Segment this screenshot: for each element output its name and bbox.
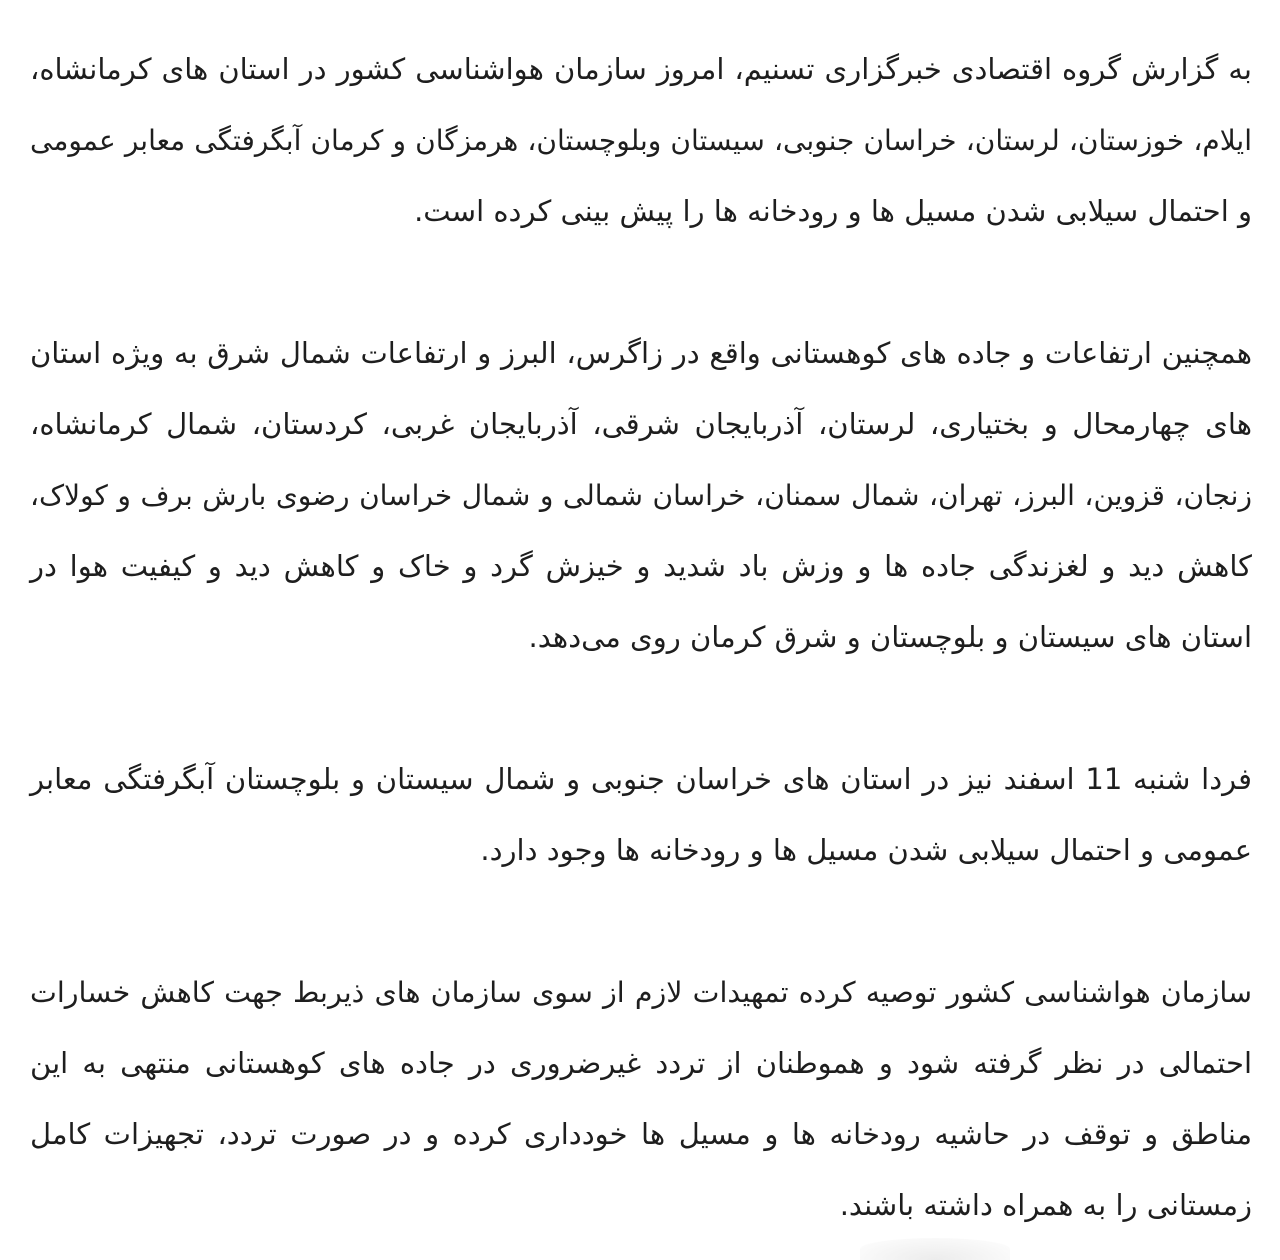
paragraph-forecast-today: [30, 34, 1252, 247]
text-line: عمومی و احتمال سیلابی شدن مسیل ها و رودخانه ها وجود دارد.: [480, 833, 1252, 867]
news-article: [30, 34, 1252, 1241]
text-line: زمستانی را به همراه داشته باشند.: [839, 1188, 1252, 1222]
paragraph-tomorrow: [30, 744, 1252, 886]
text-line: های چهارمحال و بختیاری، لرستان، آذربایجان شرقی، آذربایجان غربی، کردستان، شمال کرمانشاه،: [30, 407, 1252, 441]
text-line: همچنین ارتفاعات و جاده های کوهستانی واقع در زاگرس، البرز و ارتفاعات شمال شرق به ویژه استان: [30, 336, 1252, 370]
text-line: و احتمال سیلابی شدن مسیل ها و رودخانه ها را پیش بینی کرده است.: [414, 194, 1252, 228]
text-line: ایلام، خوزستان، لرستان، خراسان جنوبی، سیستان وبلوچستان، هرمزگان و کرمان آبگرفتگی معابر عمومی: [30, 124, 1252, 157]
scroll-fade-mark: [860, 1238, 1010, 1260]
text-line: مناطق و توقف در حاشیه رودخانه ها و مسیل ها خودداری کرده و در صورت تردد، تجهیزات کامل: [30, 1117, 1252, 1151]
paragraph-recommendation: [30, 957, 1252, 1241]
text-line: احتمالی در نظر گرفته شود و هموطنان از تردد غیرضروری در جاده های کوهستانی منتهی به این: [30, 1046, 1252, 1080]
paragraph-mountain-roads: [30, 318, 1252, 673]
text-line: فردا شنبه 11 اسفند نیز در استان های خراسان جنوبی و شمال سیستان و بلوچستان آبگرفتگی معابر: [30, 762, 1252, 796]
text-line: سازمان هواشناسی کشور توصیه کرده تمهیدات لازم از سوی سازمان های ذیربط جهت کاهش خسارات: [30, 976, 1252, 1009]
text-line: استان های سیستان و بلوچستان و شرق کرمان روی می‌دهد.: [528, 620, 1252, 654]
text-line: به گزارش گروه اقتصادی خبرگزاری تسنیم، امروز سازمان هواشناسی کشور در استان های کرمانشاه،: [30, 52, 1252, 86]
text-line: کاهش دید و لغزندگی جاده ها و وزش باد شدید و خیزش گرد و خاک و کاهش دید و کیفیت هوا در: [30, 549, 1252, 583]
text-line: زنجان، قزوین، البرز، تهران، شمال سمنان، خراسان شمالی و شمال خراسان رضوی بارش برف و کولاک،: [30, 479, 1252, 512]
